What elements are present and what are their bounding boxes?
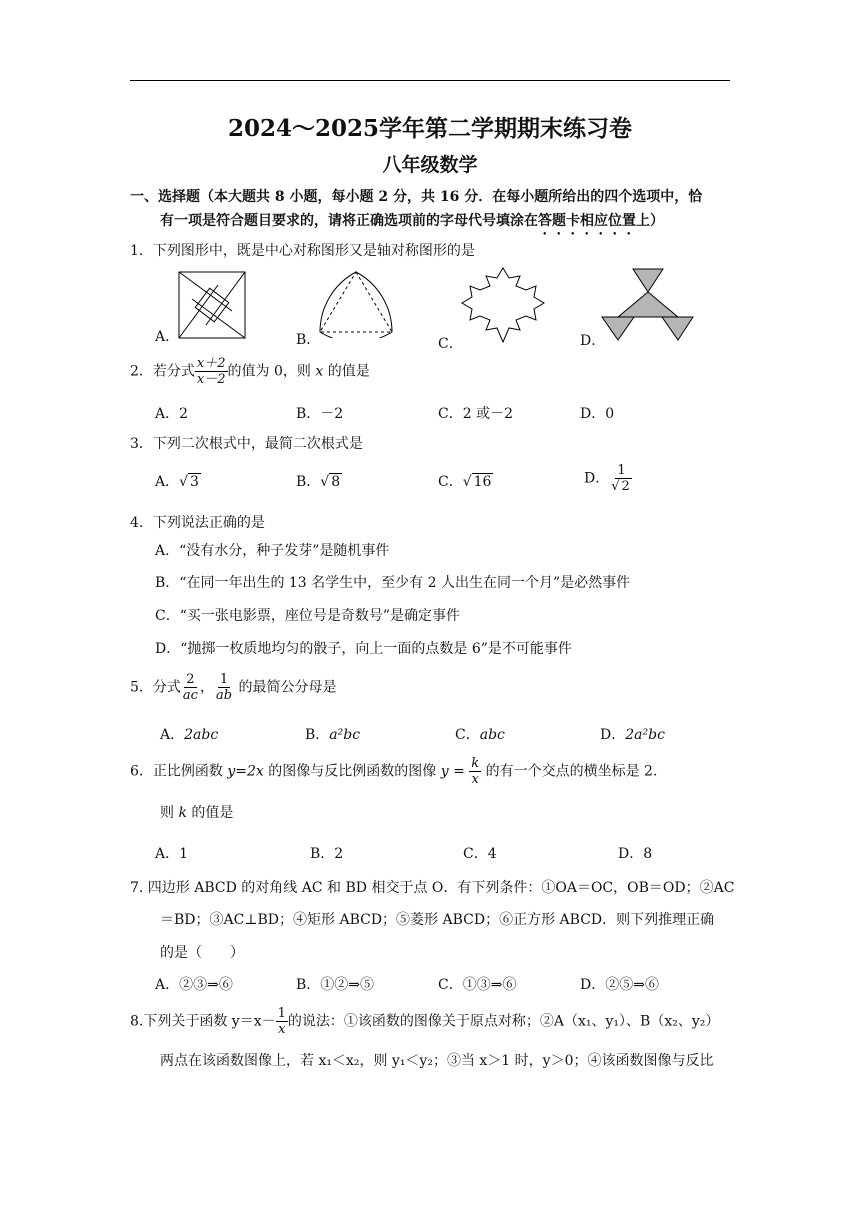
q6-l2-var: k: [178, 805, 187, 821]
q3-d-radicand: 2: [621, 479, 630, 494]
q5-option-d: [600, 724, 665, 744]
q7-option-b: B．①②⇒⑤: [296, 977, 375, 993]
q2-mid: 的值为 0，则: [227, 363, 316, 380]
q2-pre: 2．若分式: [130, 363, 195, 380]
q5-f2-num: 1: [219, 672, 229, 687]
q5-option-b: [305, 724, 360, 744]
q8-post: 的说法：①该函数的图像关于原点对称；②A（x₁、y₁）、B（x₂、y₂）: [287, 1013, 720, 1030]
q2-option-a: A．2: [155, 406, 189, 422]
q5-comma: ，: [199, 679, 214, 696]
q3-option-c: C．√ 16: [438, 474, 492, 490]
section-heading-line2: [160, 210, 664, 238]
q5-f1-num: 2: [186, 672, 195, 687]
q3-c-label: C．: [438, 474, 463, 490]
page-title: 2024～2025学年第二学期期末练习卷: [227, 115, 633, 142]
q2-post: 的值是: [323, 363, 370, 380]
q2-fraction-num: x＋2: [196, 356, 226, 371]
question-4: 4．下列说法正确的是: [130, 515, 265, 531]
q6-option-d: D．8: [618, 846, 653, 862]
q7-option-d: D．②⑤⇒⑥: [580, 977, 659, 993]
q1-option-a-label: A．: [155, 329, 180, 345]
q4-option-c: C．“买一张电影票，座位号是奇数号”是确定事件: [155, 608, 461, 624]
page-subtitle: 八年级数学: [382, 154, 478, 176]
q2-option-c: C．2 或－2: [438, 406, 513, 422]
q5-a-value: 2abc: [184, 727, 219, 743]
q5-f2-den: ab: [215, 688, 233, 703]
q6-eq1: y=2x: [227, 763, 264, 780]
q6-mid: 的图像与反比例函数的图像: [263, 763, 441, 780]
q6-pre: 6．正比例函数: [130, 763, 228, 780]
q6-fraction: [469, 756, 481, 787]
question-2: [130, 356, 370, 387]
question-8-line-1: [130, 1006, 719, 1037]
q2-option-b: B．－2: [296, 406, 344, 422]
q6-option-c: C．4: [463, 846, 497, 862]
q4-option-d: D．“抛掷一枚质地均匀的骰子，向上一面的点数是 6”是不可能事件: [155, 641, 572, 657]
question-8-line-2: 两点在该函数图像上，若 x₁＜x₂，则 y₁＜y₂；③当 x＞1 时，y＞0；④该函数图像与反比: [160, 1053, 714, 1069]
q1-figure-d-triangles: [600, 267, 695, 342]
q4-option-b: B．“在同一年出生的 13 名学生中，至少有 2 人出生在同一个月”是必然事件: [155, 575, 631, 591]
q5-c-label: C．: [455, 727, 480, 743]
q3-d-label: D．: [584, 470, 610, 487]
q3-a-label: A．: [155, 474, 180, 490]
section-heading-line1: 一、选择题（本大题共 8 小题，每小题 2 分，共 16 分．在每小题所给出的四个选项中，恰: [130, 189, 703, 205]
question-5: [130, 672, 336, 703]
question-7-line-3: 的是（ ）: [160, 945, 244, 961]
q2-option-d: D．0: [580, 406, 615, 422]
q7-option-a: A．②③⇒⑥: [155, 977, 233, 993]
q5-post: 的最简公分母是: [234, 679, 337, 696]
q6-eq2: y =: [440, 763, 465, 780]
q8-f-num: 1: [277, 1006, 286, 1021]
question-7-line-1: 7. 四边形 ABCD 的对角线 AC 和 BD 相交于点 O．有下列条件：①OA＝OC，OB＝OD；②AC: [130, 880, 735, 896]
section-heading-emphasis: 答题卡相应位置: [538, 213, 636, 229]
q6-post: 的有一个交点的横坐标是 2.: [481, 763, 658, 780]
q3-option-d: [584, 463, 634, 494]
top-rule: [130, 80, 730, 81]
q6-option-a: A．1: [155, 846, 189, 862]
q2-fraction-den: x－2: [196, 372, 226, 387]
q1-option-d-label: D．: [580, 333, 606, 349]
q1-figure-b-reuleaux-triangle: [316, 268, 396, 338]
q1-option-b-label: B．: [296, 332, 321, 348]
q3-option-a: A．√ 3: [155, 474, 199, 490]
q3-a-radicand: 3: [190, 474, 199, 490]
q5-b-value: a²bc: [329, 727, 361, 743]
q5-pre: 5．分式: [130, 679, 181, 696]
q5-f1-den: ac: [182, 688, 198, 703]
q8-f-den: x: [278, 1022, 286, 1037]
section-heading-post: 上）: [636, 213, 664, 229]
q4-option-a: A．“没有水分，种子发芽”是随机事件: [155, 543, 390, 559]
q2-var: x: [315, 363, 324, 380]
q6-f-den: x: [471, 772, 479, 787]
q7-option-c: C．①③⇒⑥: [438, 977, 517, 993]
q6-f-num: k: [471, 756, 480, 771]
section-heading-pre: 有一项是符合题目要求的，请将正确选项前的字母代号填涂在: [160, 213, 538, 229]
q6-option-b: B．2: [310, 846, 344, 862]
q6-line-2: [160, 802, 233, 822]
question-1: 1．下列图形中，既是中心对称图形又是轴对称图形的是: [130, 243, 475, 259]
q1-figure-c-koch-snowflake: [460, 266, 546, 346]
q5-option-a: [160, 724, 218, 744]
q1-figure-a-square-pinwheel: [178, 271, 246, 339]
q3-option-b: B．√ 8: [296, 474, 341, 490]
question-3: 3．下列二次根式中，最简二次根式是: [130, 436, 363, 452]
q8-pre: 8.下列关于函数 y＝x－: [130, 1013, 276, 1030]
q5-c-value: abc: [479, 727, 505, 743]
q5-d-label: D．: [600, 727, 626, 743]
q2-fraction: [195, 356, 228, 387]
q3-c-radicand: 16: [473, 474, 492, 490]
q5-a-label: A．: [160, 727, 185, 743]
q5-fraction-2: [214, 672, 234, 703]
q3-b-radicand: 8: [331, 474, 341, 490]
q1-option-c-label: C．: [438, 336, 463, 352]
question-7-line-2: ＝BD；③AC⊥BD；④矩形 ABCD；⑤菱形 ABCD；⑥正方形 ABCD．则下列推理正确: [160, 912, 715, 928]
q5-option-c: [455, 724, 505, 744]
q5-b-label: B．: [305, 727, 330, 743]
q3-d-fraction: $\frac{1}{√ 2}$: [611, 463, 630, 494]
q5-fraction-1: [181, 672, 200, 703]
q6-l2-pre: 则: [160, 805, 179, 821]
q5-d-value: 2a²bc: [625, 727, 665, 743]
q6-l2-post: 的值是: [186, 805, 234, 821]
q3-b-label: B．: [296, 474, 321, 490]
question-6: [130, 756, 657, 787]
q3-d-num: 1: [617, 463, 626, 478]
q8-fraction: [276, 1006, 288, 1037]
